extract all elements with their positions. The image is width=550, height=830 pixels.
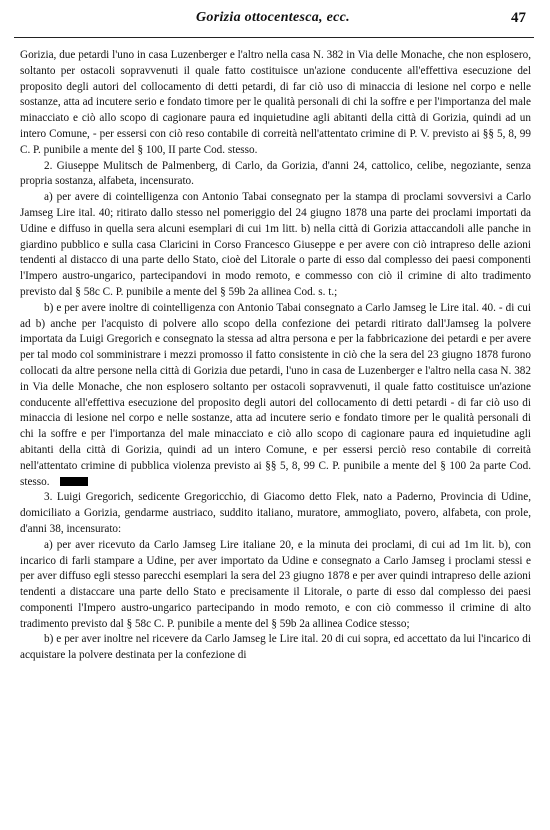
paragraph-charge-2b	[20, 301, 531, 491]
paragraph-charge-2a: a) per avere di cointelligenza con Antonio Tabai consegnato per la stampa di proclami sovversivi a Carlo Jamseg Lire ital. 40; ritirato dallo stesso nel pomeriggio del 24 giugno 1878 una parte dei proclami importati da Udine e diffuso in quella sera alcuni esemplari di cui 1m litt. b) nella città di Gorizia attaccandoli alle panche in giardino pubblico e sulla casa Claricini in Corso Francesco Giuseppe e per avere con ciò intrapreso delle azioni tendenti al distacco di una parte dello Stato, cioè del Litorale o parte di esso dal complesso dei paesi componenti l'Impero austro-ungarico, partecipandovi in modo remoto, e commesso con ciò il crimine di alto tradimento previsto dal § 58c C. P. punibile a mente del § 59b 2a allinea Cod. s. t.;	[20, 191, 531, 298]
paragraph-charge-3b: b) e per aver inoltre nel ricevere da Carlo Jamseg le Lire ital. 20 di cui sopra, ed accettato da lui l'incarico di acquistare la polvere destinata per la confezione di	[20, 633, 531, 662]
redaction-mark	[60, 477, 88, 486]
page-header	[20, 10, 526, 32]
paragraph-charge-3a: a) per aver ricevuto da Carlo Jamseg Lire italiane 20, e la minuta dei proclami, di cui ad 1m lit. b), con incarico di farli stampare a Udine, per aver importato da Udine e consegnato a Carlo Jamseg i proclami stessi e per aver diffuso egli stesso parecchi esemplari la sera del 23 giugno 1878 e per aver quindi intrapreso delle azioni tendenti a distaccare una parte dello Stato e precisamente il Litorale, o parte di esso dal complesso dei paesi componenti l'Impero austro-ungarico partecipando in modo remoto, e con ciò commesso il crimine di alto tradimento previsto dal § 58c C. P. punibile a mente del § 59b 2a allinea Codice stesso;	[20, 538, 531, 630]
page-number: 47	[511, 10, 526, 26]
body-text	[20, 48, 531, 664]
paragraph-defendant-3: 3. Luigi Gregorich, sedicente Gregoricchio, di Giacomo detto Flek, nato a Paderno, Provincia di Udine, domiciliato a Gorizia, gendarme austriaco, suddito italiano, muratore, ammogliato, povero, alfabeta, con prole, d'anni 38, incensurato:	[20, 491, 531, 535]
running-title: Gorizia ottocentesca, ecc.	[196, 10, 350, 25]
paragraph-charge-2b-text: b) e per avere inoltre di cointelligenza con Antonio Tabai consegnato a Carlo Jamseg le Lire ital. 40. - di cui ad b) anche per l'acquisto di polvere allo scopo della confezione dei petardi ritirato dall'Jamseg la polvere importata da Luigi Gregorich e consegnato la stessa ad altra persona e per la fabbricazione dei petardi e per avere per tal modo col somministrare i mezzi promosso il fatto consistente in ciò che la sera del 23 giugno 1878 furono collocati da altre persone nella città di Gorizia due petardi, l'uno in casa de Luzenberger e l'altro nella casa N. 382 in Via delle Monache, che non esplosero soltanto per ostacoli sopravvenuti, il quale fatto costituisce un'azione conducente all'effettiva esecuzione del proposito degli autori del collocamento di detti petardi - di far ciò uso di minaccia di lesione nel corpo e nelle sostanze, atta ad incutere serio e fondato timore per le qualità personali di chi la soffre e per l'importanza del male minacciato e ciò allo scopo di cagionare paura ed inquietudine agli abitanti della città di Gorizia, quindi ad un intero Comune, e per essersi perciò reso contabile di correità nell'attentato crimine di pubblica violenza previsto ai §§ 5, 8, 99 C. P. punibile a mente del § 100 2a parte Cod. stesso.	[20, 301, 531, 488]
paragraph-continuation: Gorizia, due petardi l'uno in casa Luzenberger e l'altro nella casa N. 382 in Via delle Monache, che non esplosero, soltanto per ostacoli sopravvenuti il quale fatto costituisce un'azione conducente all'effettiva esecuzione del proposito degli autori del collocamento di detti petardi, di far ciò uso di minaccia di lesione nel corpo e nelle sostanze, atta ad incutere serio e fondato timore per le qualità personali di chi la soffre e per l'importanza del male minacciato e ciò allo scopo di cagionare paura ed inquietudine agli abitanti della città di Gorizia, quindi ad un intero Comune, - per essersi con ciò reso contabile di correità nell'attentato crimine di P. V. previsto ai §§ 5, 8, 99 C. P. punibile a mente del § 100, II parte Cod. stesso.	[20, 49, 531, 156]
header-rule	[14, 37, 534, 38]
paragraph-defendant-2: 2. Giuseppe Mulitsch de Palmenberg, di Carlo, da Gorizia, d'anni 24, cattolico, celibe, negoziante, senza propria sostanza, alfabeta, incensurato.	[20, 159, 531, 188]
